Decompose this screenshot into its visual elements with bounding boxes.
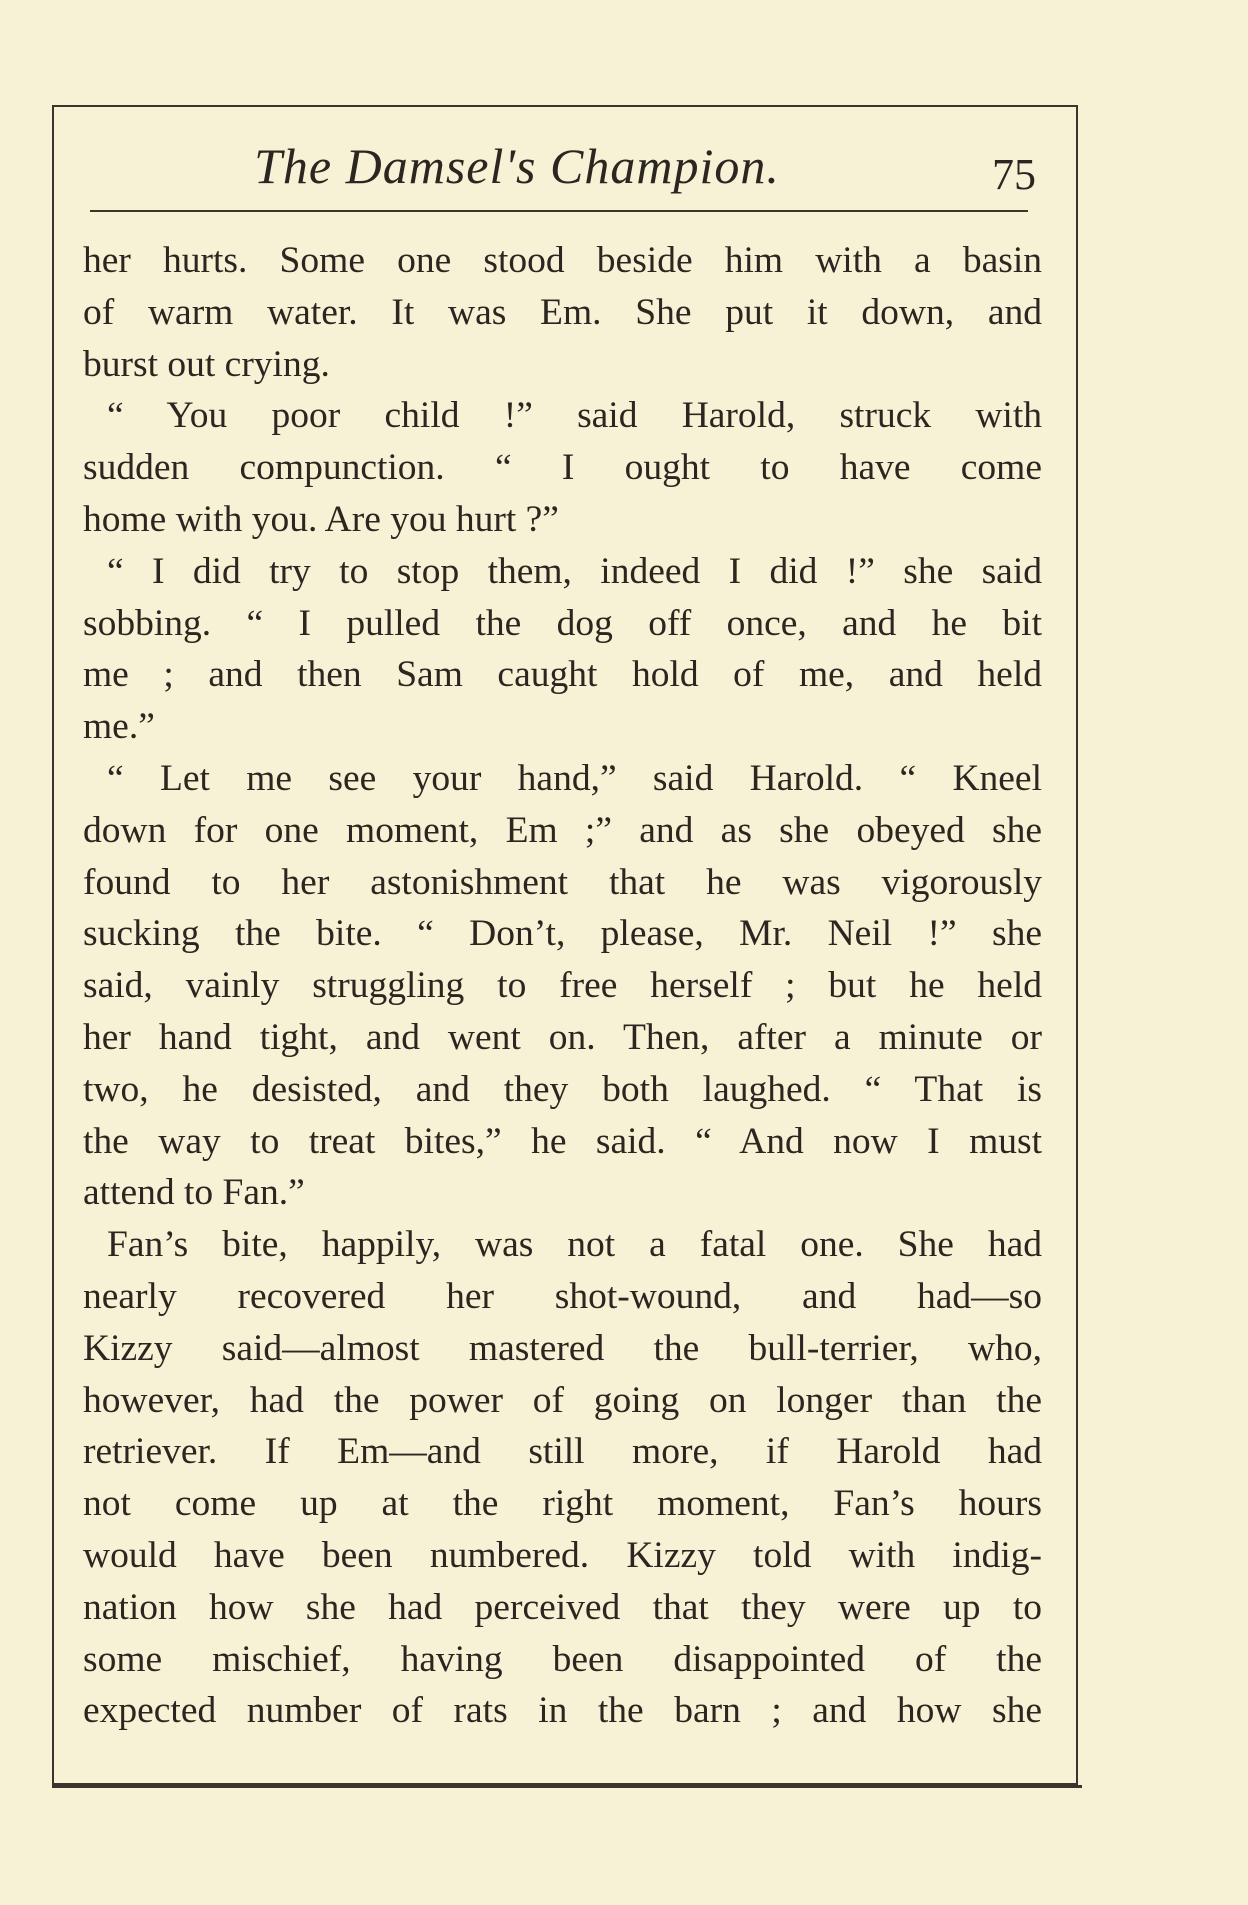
text-line: “ I did try to stop them, indeed I did !” she said: [107, 550, 1042, 592]
text-line: “ Let me see your hand,” said Harold. “ Kneel: [107, 757, 1042, 799]
text-line: sudden compunction. “ I ought to have come: [83, 447, 1042, 489]
text-line: said, vainly struggling to free herself ; but he held: [83, 965, 1042, 1007]
text-line: me.”: [83, 706, 155, 748]
header-rule: [90, 210, 1028, 212]
text-line: sucking the bite. “ Don’t, please, Mr. Neil !” she: [83, 913, 1042, 955]
text-line: of warm water. It was Em. She put it down, and: [83, 291, 1042, 333]
page-frame: [52, 105, 1078, 1785]
body-text: [83, 235, 1042, 1737]
text-line: nearly recovered her shot-wound, and had—so: [83, 1275, 1042, 1317]
text-line: home with you. Are you hurt ?”: [83, 498, 559, 540]
running-head: [54, 127, 1076, 207]
text-line: retriever. If Em—and still more, if Harold had: [83, 1431, 1042, 1473]
text-line: not come up at the right moment, Fan’s hours: [83, 1483, 1042, 1525]
text-line: Fan’s bite, happily, was not a fatal one. She had: [107, 1224, 1042, 1266]
text-line: me ; and then Sam caught hold of me, and held: [83, 654, 1042, 696]
text-line: down for one moment, Em ;” and as she obeyed she: [83, 809, 1042, 851]
text-line: nation how she had perceived that they were up to: [83, 1586, 1042, 1628]
text-line: Kizzy said—almost mastered the bull-terrier, who,: [83, 1327, 1042, 1369]
text-line: burst out crying.: [83, 343, 330, 385]
running-title: The Damsel's Champion.: [254, 138, 780, 194]
text-line: two, he desisted, and they both laughed. “ That is: [83, 1068, 1042, 1110]
bottom-rule: [52, 1785, 1082, 1788]
page-number: 75: [992, 150, 1036, 199]
text-line: found to her astonishment that he was vigorously: [83, 861, 1042, 903]
text-line: “ You poor child !” said Harold, struck with: [107, 395, 1042, 437]
text-line: attend to Fan.”: [83, 1172, 305, 1214]
text-line: the way to treat bites,” he said. “ And now I must: [83, 1120, 1042, 1162]
text-line: sobbing. “ I pulled the dog off once, and he bit: [83, 602, 1042, 644]
text-line: her hurts. Some one stood beside him with a basin: [83, 240, 1042, 281]
text-line: expected number of rats in the barn ; and how she: [83, 1690, 1042, 1732]
text-line: however, had the power of going on longer than the: [83, 1379, 1042, 1421]
text-line: some mischief, having been disappointed of the: [83, 1638, 1042, 1680]
text-line: would have been numbered. Kizzy told with indig-: [83, 1534, 1042, 1576]
text-line: her hand tight, and went on. Then, after a minute or: [83, 1016, 1042, 1058]
